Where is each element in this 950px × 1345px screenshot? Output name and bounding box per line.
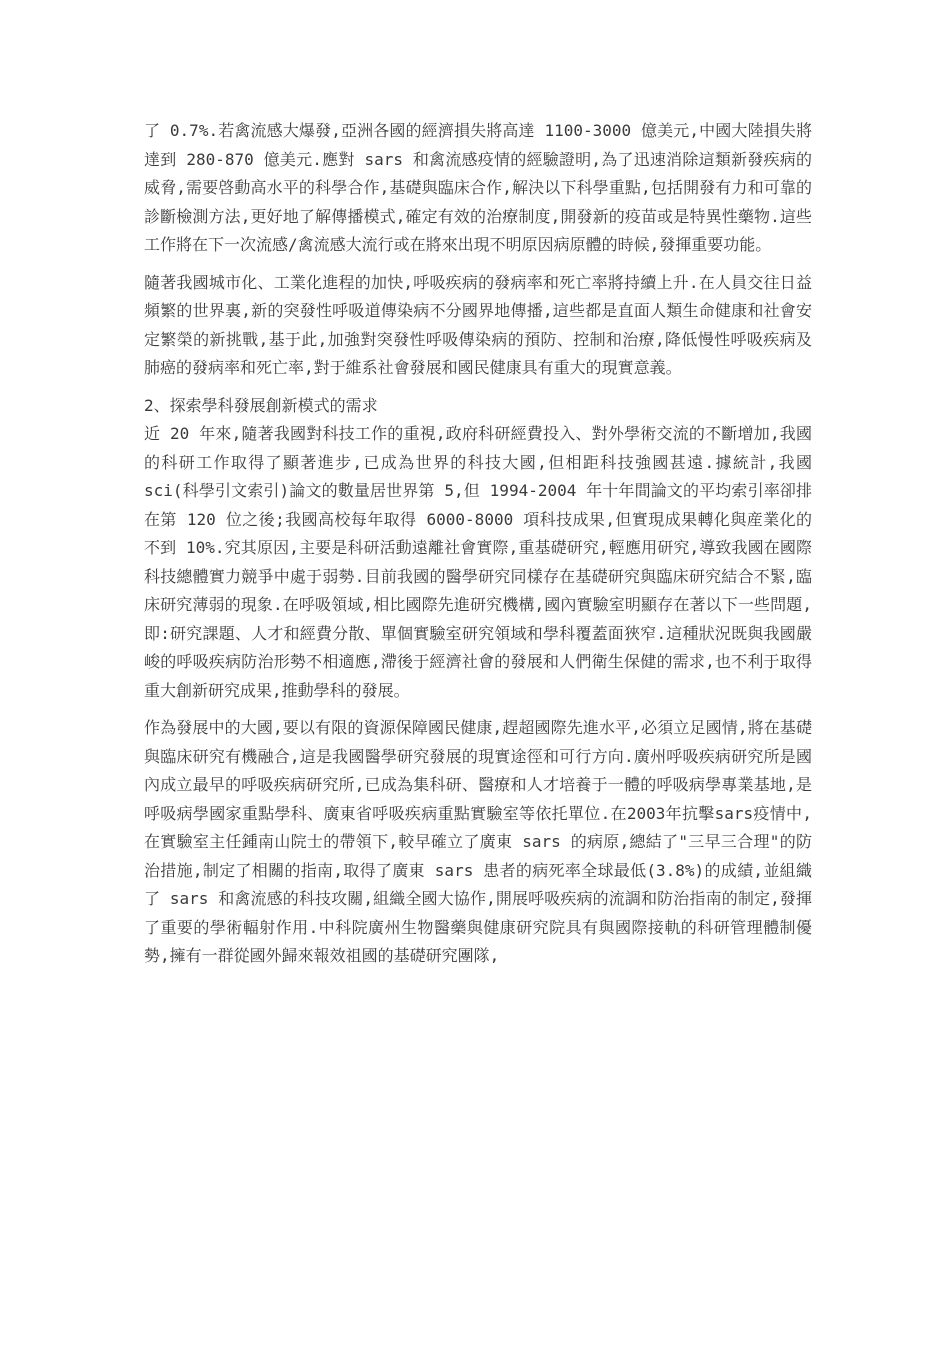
paragraph-respiratory-disease-trend: 隨著我國城市化、工業化進程的加快,呼吸疾病的發病率和死亡率將持續上升.在人員交往日益頻繁的世界裏,新的突發性呼吸道傳染病不分國界地傳播,這些都是直面人類生命健康和社會安定繁榮的新挑戰,基于此,加強對突發性呼吸傳染病的預防、控制和治療,降低慢性呼吸疾病及肺癌的發病率和死亡率,對于維系社會發展和國民健康具有重大的現實意義。 [144, 272, 812, 377]
paragraph-institute-profile: 作為發展中的大國,要以有限的資源保障國民健康,趕超國際先進水平,必須立足國情,將在基礎與臨床研究有機融合,這是我國醫學研究發展的現實途徑和可行方向.廣州呼吸疾病研究所是國內成立最早的呼吸疾病研究所,已成為集科研、醫療和人才培養于一體的呼吸病學專業基地,是呼吸病學國家重點學科、廣東省呼吸疾病重點實驗室等依托單位.在2003年抗擊sars疫情中,在實驗室主任鍾南山院士的帶領下,較早確立了廣東 sars 的病原,總結了"三早三合理"的防治措施,制定了相關的指南,取得了廣東 sars 患者的病死率全球最低(3.8%)的成績,並組織了 sars 和禽流感的科技攻關,組織全國大協作,開展呼吸疾病的流調和防治指南的制定,發揮了重要的學術輻射作用.中科院廣州生物醫藥與健康研究院具有與國際接軌的科研管理體制優勢,擁有一群從國外歸來報效祖國的基礎研究團隊, [144, 718, 812, 965]
section-heading: 2、探索學科發展創新模式的需求 [144, 395, 378, 415]
paragraph-research-status: 近 20 年來,隨著我國對科技工作的重視,政府科研經費投入、對外學術交流的不斷增加,我國的科研工作取得了顯著進步,已成為世界的科技大國,但相距科技強國甚遠.據統計,我國 sci(科學引文索引)論文的數量居世界第 5,但 1994-2004 年十年間論文的平均索引率卻排在第 120 位之後;我國高校每年取得 6000-8000 項科技成果,但實現成果轉化與産業化的不到 10%.究其原因,主要是科研活動遠離社會實際,重基礎研究,輕應用研究,導致我國在國際科技總體實力競爭中處于弱勢.目前我國的醫學研究同樣存在基礎研究與臨床研究結合不緊,臨床研究薄弱的現象.在呼吸領域,相比國際先進研究機構,國內實驗室明顯存在著以下一些問題,即:研究課題、人才和經費分散、單個實驗室研究領域和學科覆蓋面狹窄.這種狀況既與我國嚴峻的呼吸疾病防治形勢不相適應,滯後于經濟社會的發展和人們衛生保健的需求,也不利于取得重大創新研究成果,推動學科的發展。 [144, 424, 812, 700]
document-page [144, 117, 812, 980]
paragraph-economic-impact: 了 0.7%.若禽流感大爆發,亞洲各國的經濟損失將高達 1100-3000 億美元,中國大陸損失將達到 280-870 億美元.應對 sars 和禽流感疫情的經驗證明,為了迅速消除這類新發疾病的威脅,需要啓動高水平的科學合作,基礎與臨床合作,解決以下科學重點,包括開發有力和可靠的診斷檢測方法,更好地了解傳播模式,確定有效的治療制度,開發新的疫苗或是特異性藥物.這些工作將在下一次流感/禽流感大流行或在將來出現不明原因病原體的時候,發揮重要功能。 [144, 121, 812, 254]
